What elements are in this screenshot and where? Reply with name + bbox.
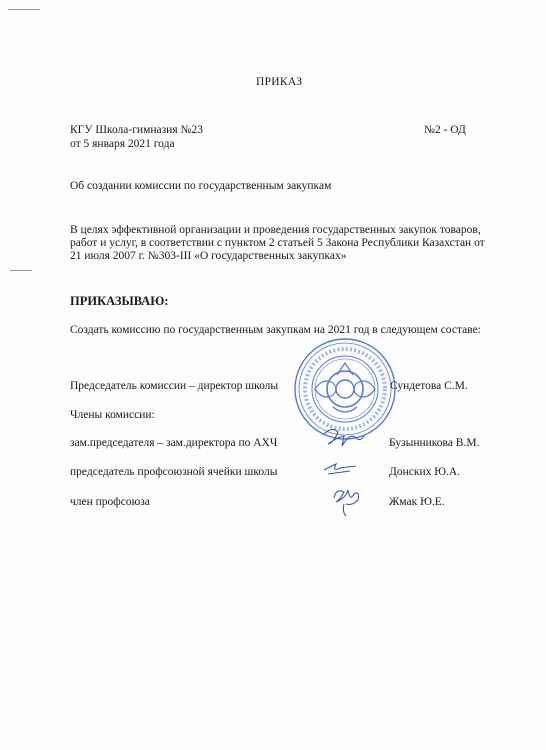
order-keyword: ПРИКАЗЫВАЮ: <box>70 294 169 308</box>
member-role: зам.председателя – зам.директора по АХЧ <box>70 437 278 449</box>
member-name: Донских Ю.А. <box>389 466 461 478</box>
chair-role: Председатель комиссии – директор школы <box>70 380 279 392</box>
signature-mark <box>330 484 364 520</box>
members-heading: Члены комиссии: <box>70 409 155 421</box>
member-name: Жмак Ю.Е. <box>389 496 445 508</box>
organization-name: КГУ Школа-гимназия №23 <box>70 124 203 136</box>
order-subject: Об создании комиссии по государственным закупкам <box>70 180 332 192</box>
signature-mark <box>322 458 358 478</box>
order-body: Создать комиссию по государственным закупкам на 2021 год в следующем составе: <box>70 324 481 336</box>
document-title: ПРИКАЗ <box>256 76 303 88</box>
order-date: от 5 января 2021 года <box>70 138 175 150</box>
member-role: председатель профсоюзной ячейки школы <box>70 466 278 478</box>
chair-name: Сундетова С.М. <box>390 380 468 392</box>
signature-mark <box>322 424 366 450</box>
preamble-paragraph: В целях эффективной организации и проведения государственных закупок товаров, работ и услуг, в соответствии с пунктом 2 статьей 5 Закона Республики Казахстан от 21 июля 2007 г. №303-III «О государственных закупках» <box>70 224 485 262</box>
member-name: Бузынникова В.М. <box>389 437 480 449</box>
scan-mark-top <box>8 9 40 10</box>
scan-mark-left <box>10 270 32 271</box>
order-number: №2 - ОД <box>424 124 466 136</box>
member-role: член профсоюза <box>70 496 150 508</box>
